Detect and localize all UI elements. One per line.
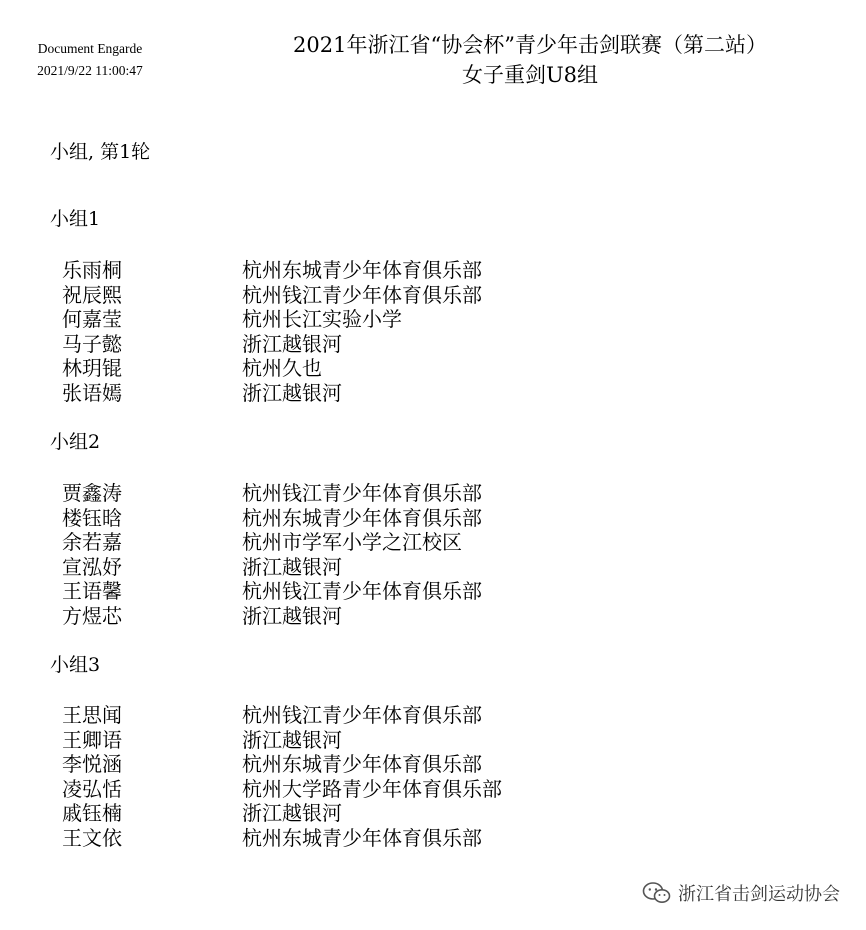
table-row [62, 801, 662, 826]
group-1-members [62, 258, 662, 406]
table-row [62, 307, 662, 332]
member-club: 杭州大学路青少年体育俱乐部 [242, 776, 502, 801]
print-datetime: 2021/9/22 11:00:47 [37, 63, 143, 78]
member-club: 杭州钱江青少年体育俱乐部 [242, 579, 482, 604]
member-name: 方煜芯 [62, 603, 122, 628]
member-name: 楼钰晗 [62, 505, 122, 530]
table-row [62, 703, 662, 728]
table-row [62, 381, 662, 406]
table-row [62, 506, 662, 531]
group-title-1: 小组1 [50, 208, 101, 230]
member-club: 杭州久也 [242, 356, 322, 381]
member-club: 浙江越银河 [242, 554, 342, 579]
group-2-members [62, 481, 662, 629]
member-club: 杭州钱江青少年体育俱乐部 [242, 282, 482, 307]
member-club: 杭州东城青少年体育俱乐部 [242, 505, 482, 530]
table-row [62, 555, 662, 580]
round-title: 小组, 第1轮 [50, 141, 151, 163]
member-name: 祝辰熙 [62, 282, 122, 307]
table-row [62, 332, 662, 357]
member-club: 浙江越银河 [242, 801, 342, 826]
table-row [62, 258, 662, 283]
document-subtitle: 女子重剑U8组 [461, 63, 599, 87]
table-row [62, 356, 662, 381]
member-name: 王语馨 [62, 579, 122, 604]
table-row [62, 604, 662, 629]
member-club: 杭州钱江青少年体育俱乐部 [242, 703, 482, 727]
table-row [62, 283, 662, 308]
document-header [200, 30, 860, 90]
member-name: 凌弘恬 [62, 776, 122, 801]
member-name: 张语嫣 [62, 380, 122, 405]
watermark [642, 880, 840, 906]
member-name: 宣泓妤 [62, 554, 122, 579]
member-club: 杭州东城青少年体育俱乐部 [242, 825, 482, 850]
member-name: 戚钰楠 [62, 801, 122, 826]
member-club: 杭州长江实验小学 [242, 307, 402, 332]
member-club: 浙江越银河 [242, 727, 342, 752]
member-club: 杭州东城青少年体育俱乐部 [242, 258, 482, 282]
table-row [62, 481, 662, 506]
document-title: 2021年浙江省“协会杯”青少年击剑联赛（第二站） [293, 33, 767, 57]
table-row [62, 752, 662, 777]
member-name: 何嘉莹 [62, 307, 122, 332]
member-name: 王卿语 [62, 727, 122, 752]
member-club: 浙江越银河 [242, 603, 342, 628]
table-row [62, 728, 662, 753]
group-title-2: 小组2 [50, 431, 101, 453]
member-name: 李悦涵 [62, 752, 122, 777]
member-club: 杭州东城青少年体育俱乐部 [242, 752, 482, 777]
member-name: 王思闻 [62, 703, 122, 727]
group-3-members [62, 703, 662, 851]
table-row [62, 530, 662, 555]
wechat-icon [642, 881, 672, 905]
group-title-3: 小组3 [50, 654, 101, 676]
member-name: 贾鑫涛 [62, 481, 122, 505]
member-name: 林玥锟 [62, 356, 122, 381]
member-club: 杭州钱江青少年体育俱乐部 [242, 481, 482, 505]
member-club: 浙江越银河 [242, 331, 342, 356]
member-club: 杭州市学军小学之江校区 [242, 530, 462, 555]
watermark-text: 浙江省击剑运动协会 [678, 884, 840, 905]
member-name: 马子懿 [62, 331, 122, 356]
table-row [62, 777, 662, 802]
member-name: 王文依 [62, 825, 122, 850]
member-name: 乐雨桐 [62, 258, 122, 282]
software-name: Document Engarde [37, 41, 143, 56]
member-name: 余若嘉 [62, 530, 122, 555]
table-row [62, 826, 662, 851]
member-club: 浙江越银河 [242, 380, 342, 405]
document-meta [0, 38, 180, 82]
table-row [62, 579, 662, 604]
